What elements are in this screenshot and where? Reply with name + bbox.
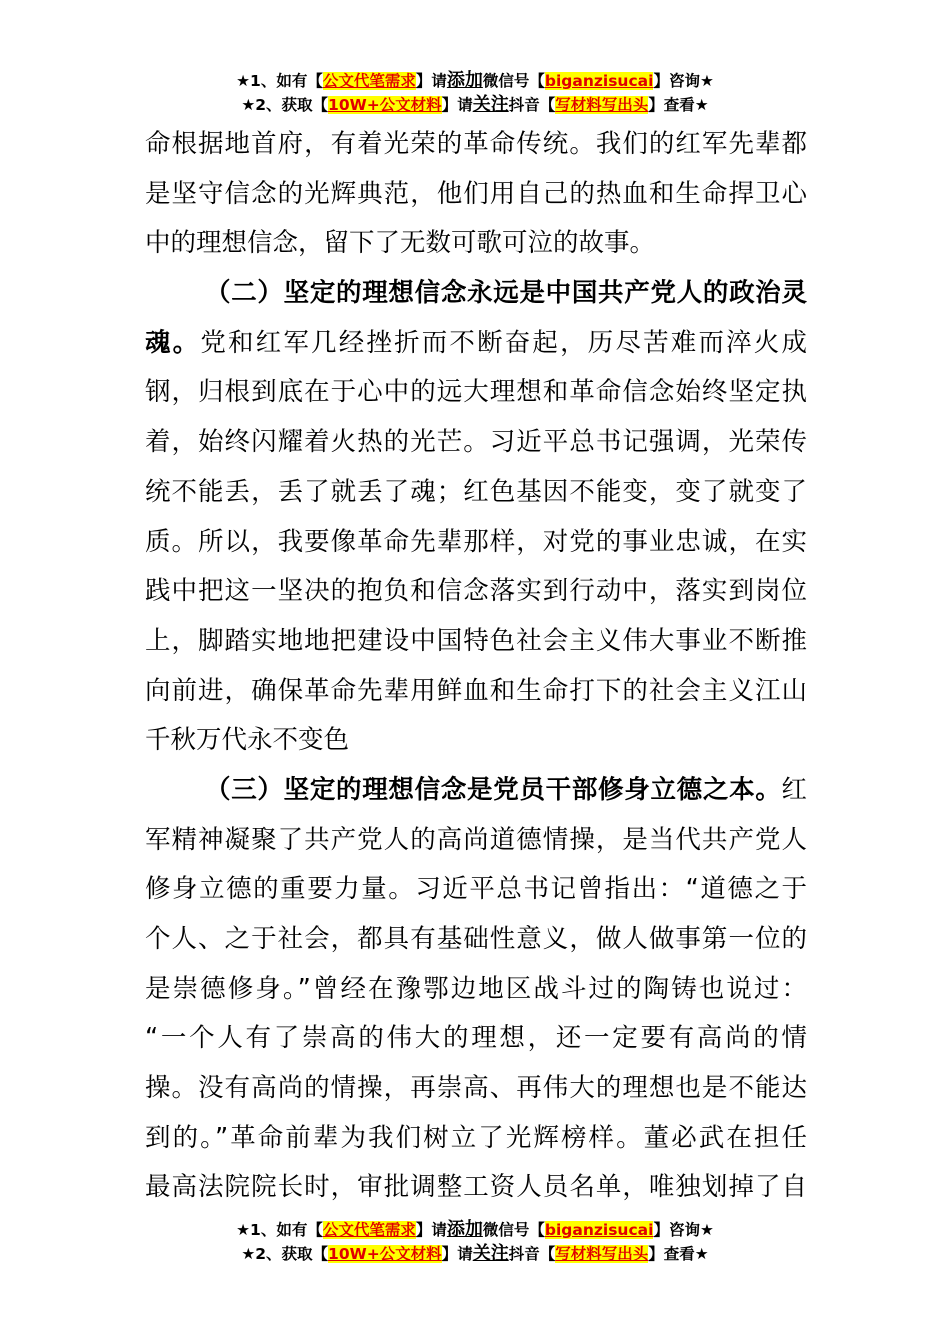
emphasis-text: 关注 xyxy=(472,1243,509,1264)
emphasis-text: 添加 xyxy=(446,1219,483,1240)
text-line xyxy=(145,816,807,866)
text-line xyxy=(145,667,807,717)
banner-row2 xyxy=(0,1242,950,1266)
body-text: 军精神凝聚了共产党人的高尚道德情操，是当代共产党人 xyxy=(145,824,807,855)
body-text: 着，始终闪耀着火热的光芒。习近平总书记强调，光荣传 xyxy=(145,427,807,458)
text-line xyxy=(145,617,807,667)
banner-text: 】请 xyxy=(441,1245,473,1263)
highlighted-text: 写材料写出头 xyxy=(555,1245,649,1263)
text-line xyxy=(145,170,807,220)
body-text: 上，脚踏实地地把建设中国特色社会主义伟大事业不断推 xyxy=(145,625,807,656)
banner-row2 xyxy=(0,93,950,117)
body-text: 质。所以，我要像革命先辈那样，对党的事业忠诚，在实 xyxy=(145,526,807,557)
text-line xyxy=(145,716,807,766)
banner-row1 xyxy=(0,1218,950,1242)
banner-text: 】请 xyxy=(415,1221,447,1239)
body-text: 向前进，确保革命先辈用鲜血和生命打下的社会主义江山 xyxy=(145,675,807,706)
banner-text: 】查看★ xyxy=(648,96,709,114)
body-text: 操。没有高尚的情操，再崇高、再伟大的理想也是不能达 xyxy=(145,1073,807,1104)
highlighted-text: 公文代笔需求 xyxy=(322,72,416,90)
emphasis-text: 关注 xyxy=(472,94,509,115)
body-text: 是崇德修身。”曾经在豫鄂边地区战斗过的陶铸也说过： xyxy=(145,973,807,1004)
body-text: 钢，归根到底在于心中的远大理想和革命信念始终坚定执 xyxy=(145,377,807,408)
text-line xyxy=(145,1014,807,1064)
text-line xyxy=(145,418,807,468)
body-text: 命根据地首府，有着光荣的革命传统。我们的红军先辈都 xyxy=(145,129,807,159)
highlighted-text: biganzisucai xyxy=(544,72,654,90)
body-text: 中的理想信念，留下了无数可歌可泣的故事。 xyxy=(145,228,656,259)
text-line xyxy=(145,319,807,369)
banner-text: 抖音【 xyxy=(508,96,556,114)
text-line xyxy=(145,518,807,568)
text-line xyxy=(145,1163,807,1213)
banner-row1 xyxy=(0,69,950,93)
body-text: 党和红军几经挫折而不断奋起，历尽苦难而淬火成 xyxy=(200,327,807,358)
body-text: 千秋万代永不变色 xyxy=(145,725,350,756)
banner-text: 】请 xyxy=(441,96,473,114)
emphasis-text: 添加 xyxy=(446,70,483,91)
body-text: 是坚守信念的光辉典范，他们用自己的热血和生命捍卫心 xyxy=(145,178,807,209)
text-line xyxy=(145,1114,807,1164)
highlighted-text: biganzisucai xyxy=(544,1221,654,1239)
text-line xyxy=(145,915,807,965)
banner-text: 抖音【 xyxy=(508,1245,556,1263)
body-text: 践中把这一坚决的抱负和信念落实到行动中，落实到岗位 xyxy=(145,576,807,607)
banner-text: 】咨询★ xyxy=(653,1221,714,1239)
text-line xyxy=(145,368,807,418)
banner-text: ★1、如有【 xyxy=(236,72,323,90)
text-line xyxy=(145,269,807,319)
document-body xyxy=(145,120,807,1213)
banner-text: 】查看★ xyxy=(648,1245,709,1263)
body-text: 修身立德的重要力量。习近平总书记曾指出：“道德之于 xyxy=(145,874,807,905)
banner-text: ★2、获取【 xyxy=(241,1245,329,1263)
body-text: 到的。”革命前辈为我们树立了光辉榜样。董必武在担任 xyxy=(145,1122,807,1153)
text-line xyxy=(145,1064,807,1114)
footer-banner xyxy=(0,1218,950,1266)
text-line xyxy=(145,567,807,617)
section-heading: 魂。 xyxy=(145,327,201,358)
body-text: 最高法院院长时，审批调整工资人员名单，唯独划掉了自 xyxy=(145,1172,807,1203)
header-banner xyxy=(0,69,950,117)
text-line xyxy=(145,120,807,170)
banner-text: 微信号【 xyxy=(482,72,545,90)
body-text: “一个人有了崇高的伟大的理想，还一定要有高尚的情 xyxy=(145,1023,807,1054)
body-text: 统不能丢，丢了就丢了魂；红色基因不能变，变了就变了 xyxy=(145,476,807,507)
text-line xyxy=(145,865,807,915)
text-line xyxy=(145,965,807,1015)
text-line xyxy=(145,219,807,269)
section-heading: （三）坚定的理想信念是党员干部修身立德之本。 xyxy=(205,774,782,805)
text-line xyxy=(145,766,807,816)
highlighted-text: 10W+公文材料 xyxy=(328,96,442,114)
banner-text: ★1、如有【 xyxy=(236,1221,323,1239)
banner-text: 】请 xyxy=(415,72,447,90)
body-text: 红 xyxy=(781,774,807,805)
banner-text: 】咨询★ xyxy=(653,72,714,90)
highlighted-text: 写材料写出头 xyxy=(555,96,649,114)
highlighted-text: 公文代笔需求 xyxy=(322,1221,416,1239)
text-line xyxy=(145,468,807,518)
body-text: 个人、之于社会，都具有基础性意义，做人做事第一位的 xyxy=(145,924,807,954)
highlighted-text: 10W+公文材料 xyxy=(328,1245,442,1263)
section-heading: （二）坚定的理想信念永远是中国共产党人的政治灵 xyxy=(205,278,807,309)
banner-text: ★2、获取【 xyxy=(241,96,329,114)
banner-text: 微信号【 xyxy=(482,1221,545,1239)
